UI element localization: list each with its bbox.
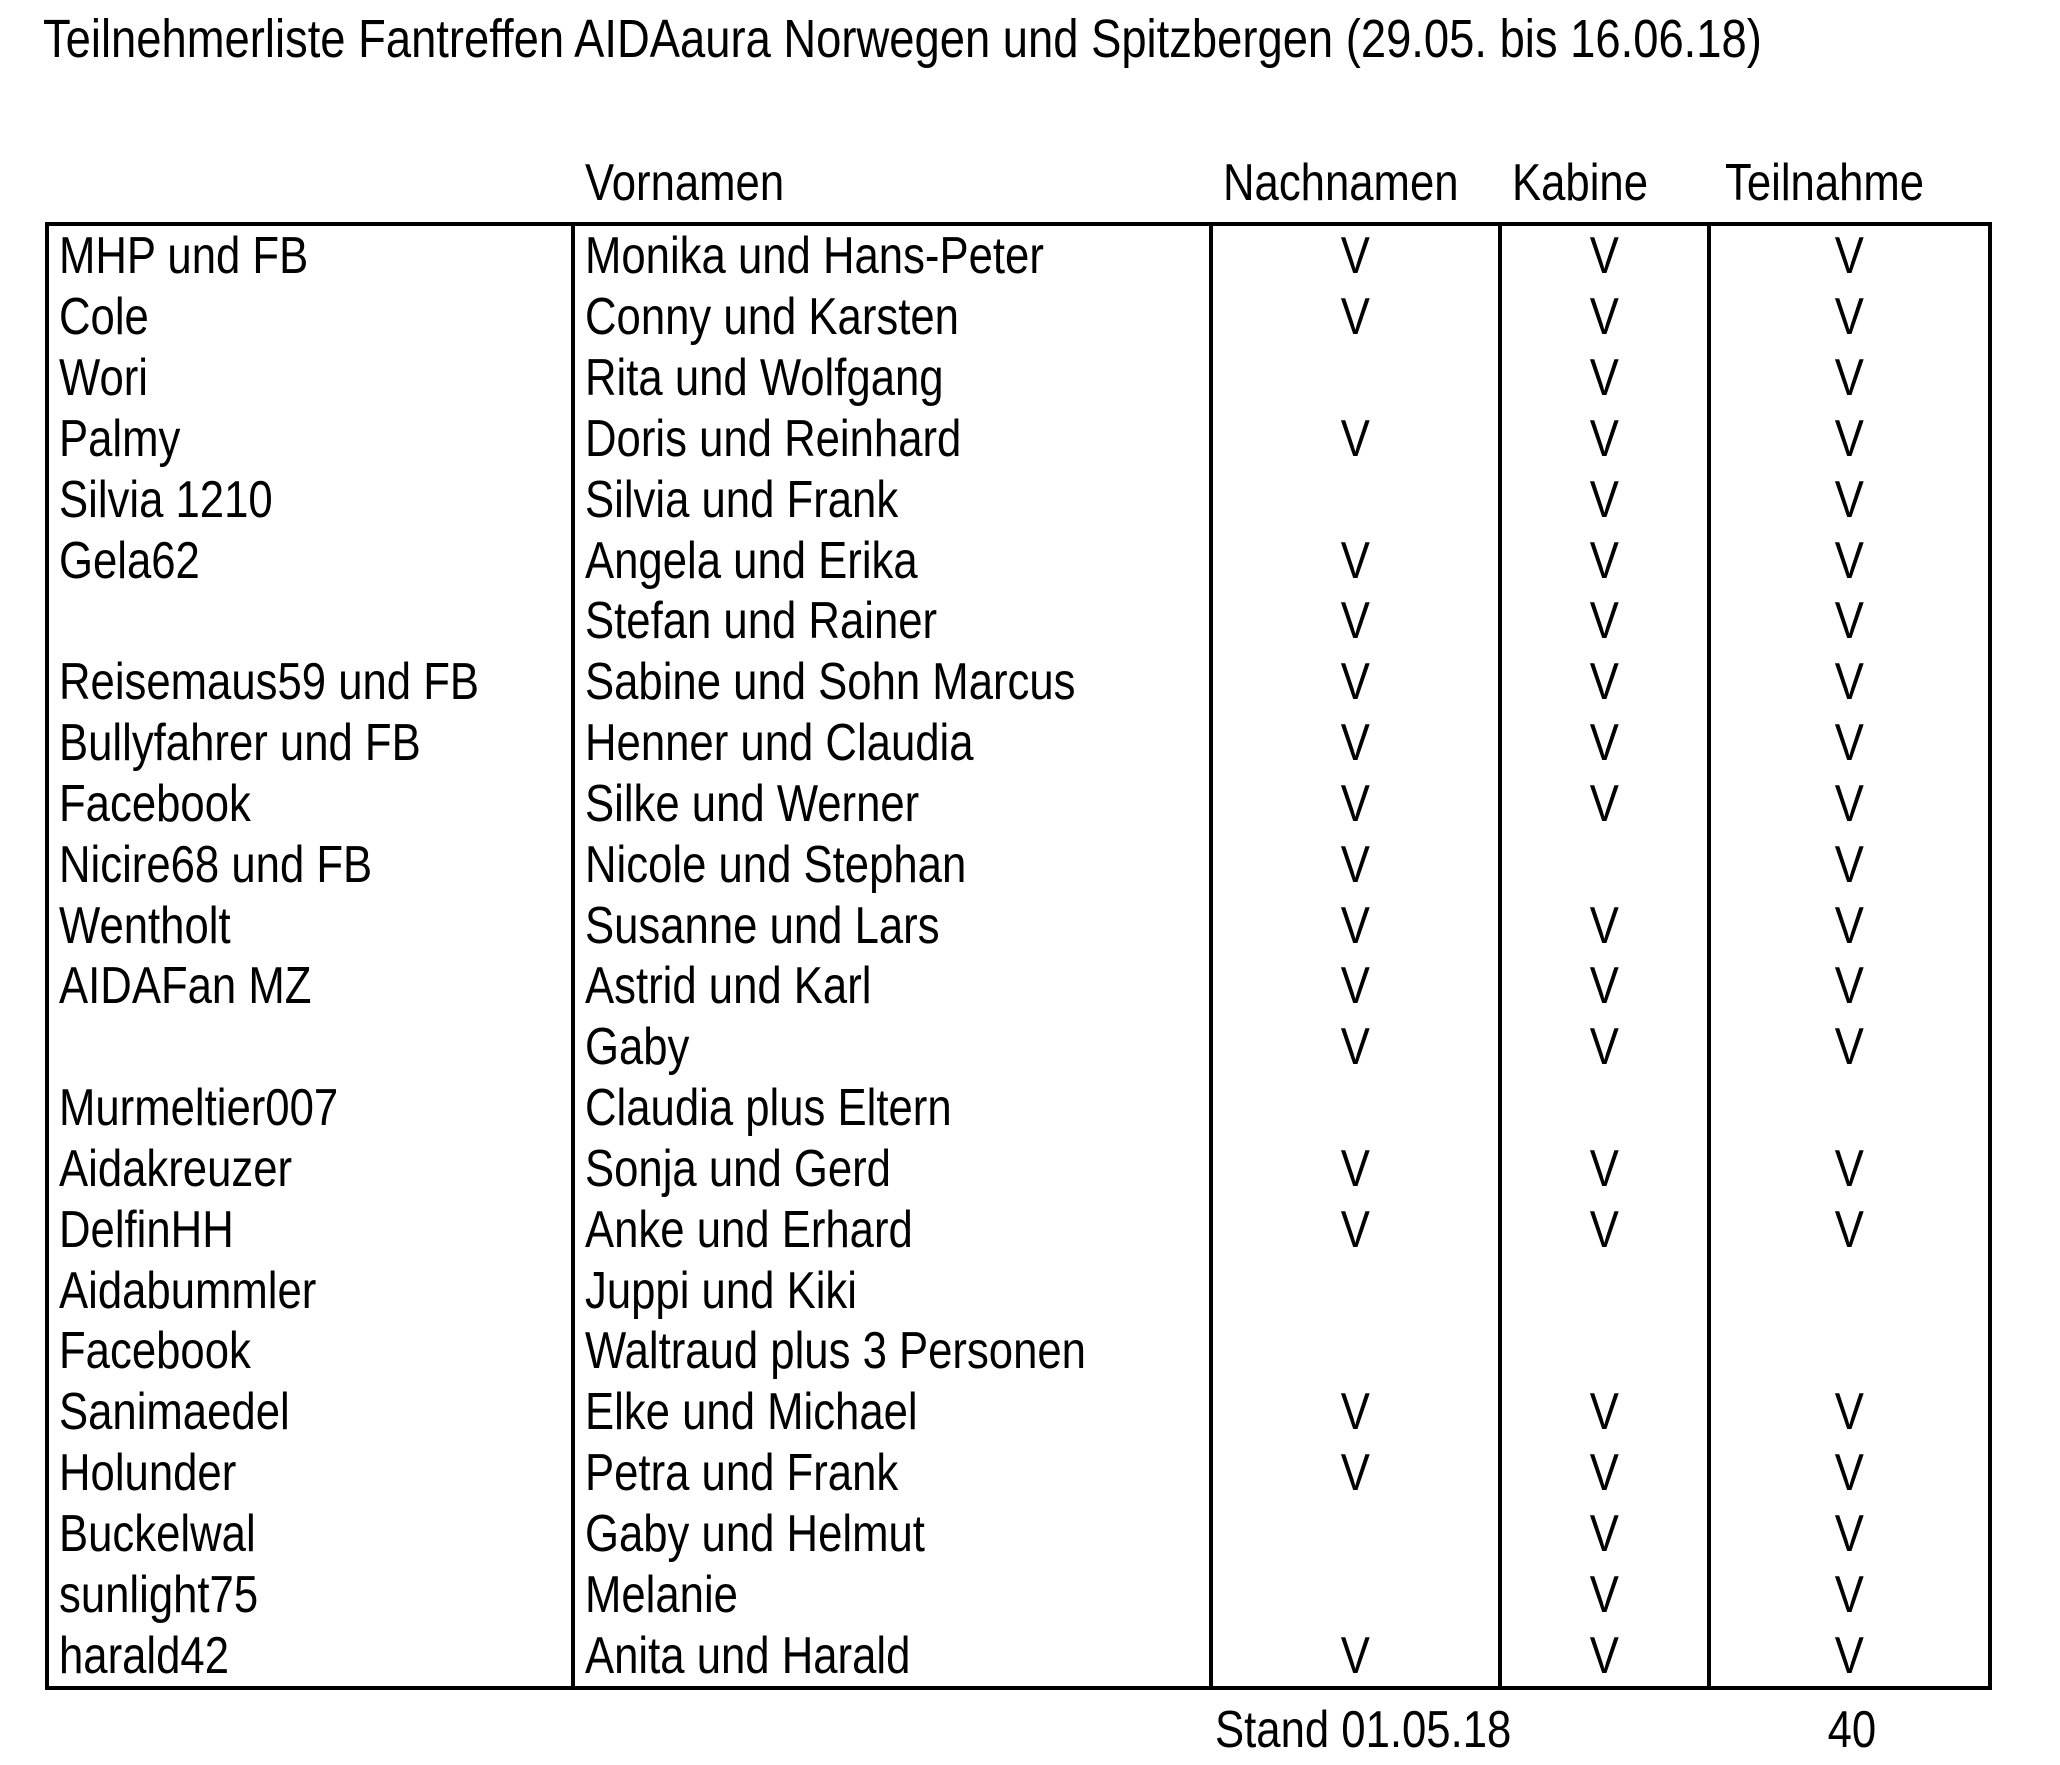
cell-check-kabine [1502,287,1711,348]
cell-check-kabine [1502,895,1711,956]
cell-check-teilnahme [1711,348,1988,409]
cell-username-text: harald42 [59,1626,230,1685]
cell-username [49,1382,575,1443]
cell-check-teilnahme [1711,1443,1988,1504]
cell-check-nachnamen [1213,1017,1502,1078]
cell-check-nachnamen [1213,652,1502,713]
cell-check-teilnahme-text: V [1834,1444,1865,1503]
cell-check-kabine [1502,469,1711,530]
column-header-kabine: Kabine [1512,154,1649,212]
cell-check-nachnamen [1213,1625,1502,1686]
cell-username [49,1503,575,1564]
cell-check-kabine-text: V [1589,227,1620,286]
cell-check-teilnahme-text: V [1834,653,1865,712]
cell-vornamen [575,1078,1213,1139]
table-row [49,1503,1988,1564]
cell-check-nachnamen [1213,713,1502,774]
cell-check-teilnahme [1711,408,1988,469]
cell-check-kabine [1502,834,1711,895]
cell-vornamen [575,348,1213,409]
table-row [49,1564,1988,1625]
cell-vornamen-text: Gaby [585,1018,690,1077]
cell-check-nachnamen-text: V [1340,1383,1371,1442]
cell-check-kabine [1502,1625,1711,1686]
cell-check-nachnamen [1213,530,1502,591]
cell-vornamen [575,1199,1213,1260]
cell-username [49,287,575,348]
table-row [49,1017,1988,1078]
cell-check-teilnahme [1711,773,1988,834]
cell-check-teilnahme [1711,713,1988,774]
table-row [49,530,1988,591]
cell-check-kabine [1502,348,1711,409]
cell-check-nachnamen-text: V [1340,409,1371,468]
cell-check-kabine [1502,408,1711,469]
cell-check-teilnahme [1711,591,1988,652]
cell-check-kabine-text: V [1589,1444,1620,1503]
cell-check-teilnahme-text: V [1834,1139,1865,1198]
cell-username [49,895,575,956]
cell-check-nachnamen [1213,773,1502,834]
cell-check-kabine [1502,1078,1711,1139]
cell-username [49,1260,575,1321]
cell-vornamen-text: Conny und Karsten [585,288,959,347]
cell-check-nachnamen-text: V [1340,1139,1371,1198]
cell-check-nachnamen-text: V [1340,592,1371,651]
cell-check-teilnahme [1711,895,1988,956]
page-title [43,8,2060,70]
cell-check-kabine [1502,652,1711,713]
cell-check-kabine-text: V [1589,1565,1620,1624]
cell-check-teilnahme [1711,1138,1988,1199]
cell-check-kabine-text: V [1589,957,1620,1016]
cell-vornamen [575,287,1213,348]
cell-check-teilnahme-text: V [1834,1565,1865,1624]
cell-username-text: Cole [59,288,149,347]
cell-vornamen [575,1017,1213,1078]
cell-username [49,773,575,834]
cell-vornamen [575,226,1213,287]
cell-vornamen [575,469,1213,530]
cell-check-teilnahme [1711,287,1988,348]
cell-check-nachnamen-text: V [1340,714,1371,773]
cell-check-teilnahme-text: V [1834,774,1865,833]
cell-check-kabine [1502,956,1711,1017]
cell-vornamen-text: Susanne und Lars [585,896,940,955]
cell-vornamen [575,1260,1213,1321]
cell-check-nachnamen-text: V [1340,957,1371,1016]
cell-vornamen [575,1503,1213,1564]
cell-check-nachnamen [1213,1503,1502,1564]
table-row [49,1625,1988,1686]
cell-username-text: Holunder [59,1444,237,1503]
cell-check-kabine [1502,1260,1711,1321]
cell-check-teilnahme-text: V [1834,409,1865,468]
cell-check-teilnahme [1711,834,1988,895]
table-row [49,773,1988,834]
cell-username [49,1321,575,1382]
cell-username-text: AIDAFan MZ [59,957,312,1016]
cell-vornamen-text: Astrid und Karl [585,957,872,1016]
cell-check-nachnamen [1213,1260,1502,1321]
cell-check-nachnamen-text: V [1340,1444,1371,1503]
cell-check-kabine-text: V [1589,1200,1620,1259]
cell-check-nachnamen-text: V [1340,288,1371,347]
table-row [49,652,1988,713]
column-header-teilnahme: Teilnahme [1725,154,1925,212]
cell-username-text: Bullyfahrer und FB [59,714,421,773]
cell-check-nachnamen [1213,408,1502,469]
table-row [49,348,1988,409]
cell-check-kabine [1502,1443,1711,1504]
cell-vornamen-text: Doris und Reinhard [585,409,962,468]
cell-check-teilnahme [1711,956,1988,1017]
cell-check-kabine [1502,773,1711,834]
cell-username [49,1564,575,1625]
cell-vornamen-text: Monika und Hans-Peter [585,227,1044,286]
cell-username [49,1078,575,1139]
table-row [49,1321,1988,1382]
cell-check-teilnahme-text: V [1834,896,1865,955]
cell-check-kabine [1502,1564,1711,1625]
cell-username [49,226,575,287]
cell-check-nachnamen [1213,1199,1502,1260]
cell-username [49,1017,575,1078]
cell-username [49,348,575,409]
cell-username-text: Reisemaus59 und FB [59,653,480,712]
cell-username-text: Facebook [59,1322,251,1381]
cell-check-kabine-text: V [1589,409,1620,468]
cell-check-kabine [1502,1138,1711,1199]
cell-vornamen [575,713,1213,774]
cell-username-text: Palmy [59,409,181,468]
participants-table [45,222,1992,1690]
cell-check-kabine-text: V [1589,1504,1620,1563]
cell-check-nachnamen [1213,591,1502,652]
cell-vornamen [575,1382,1213,1443]
cell-vornamen [575,834,1213,895]
table-row [49,469,1988,530]
cell-check-teilnahme [1711,1382,1988,1443]
cell-username [49,469,575,530]
column-header-nachnamen: Nachnamen [1223,154,1459,212]
cell-vornamen-text: Rita und Wolfgang [585,349,944,408]
cell-username-text: Sanimaedel [59,1383,290,1442]
cell-check-teilnahme-text: V [1834,1200,1865,1259]
cell-vornamen-text: Petra und Frank [585,1444,899,1503]
cell-vornamen-text: Angela und Erika [585,531,918,590]
cell-check-nachnamen [1213,956,1502,1017]
table-row [49,1078,1988,1139]
cell-username-text: MHP und FB [59,227,309,286]
cell-check-teilnahme [1711,226,1988,287]
cell-check-kabine [1502,1321,1711,1382]
cell-check-nachnamen-text: V [1340,1018,1371,1077]
table-row [49,713,1988,774]
cell-check-kabine-text: V [1589,714,1620,773]
table-row [49,895,1988,956]
cell-username [49,530,575,591]
cell-vornamen [575,652,1213,713]
cell-check-nachnamen-text: V [1340,227,1371,286]
cell-check-teilnahme [1711,1199,1988,1260]
cell-check-nachnamen-text: V [1340,774,1371,833]
column-header-vornamen: Vornamen [585,154,785,212]
cell-vornamen [575,895,1213,956]
cell-check-nachnamen-text: V [1340,1626,1371,1685]
cell-username-text: Facebook [59,774,251,833]
cell-username [49,591,575,652]
cell-check-teilnahme [1711,1260,1988,1321]
cell-check-teilnahme-text: V [1834,531,1865,590]
cell-check-nachnamen [1213,287,1502,348]
page-title-text: Teilnehmerliste Fantreffen AIDAaura Norwegen und Spitzbergen (29.05. bis 16.06.18) [43,9,1762,69]
cell-check-kabine-text: V [1589,531,1620,590]
cell-vornamen [575,530,1213,591]
cell-vornamen [575,591,1213,652]
cell-username [49,834,575,895]
cell-username-text: Murmeltier007 [59,1079,339,1138]
cell-username-text: Buckelwal [59,1504,256,1563]
cell-vornamen-text: Henner und Claudia [585,714,974,773]
cell-vornamen-text: Nicole und Stephan [585,835,967,894]
footer-stand-date: Stand 01.05.18 [1215,1701,1512,1759]
cell-username-text: Nicire68 und FB [59,835,373,894]
cell-check-nachnamen [1213,834,1502,895]
cell-check-teilnahme [1711,469,1988,530]
cell-check-kabine [1502,1199,1711,1260]
cell-check-teilnahme-text: V [1834,714,1865,773]
cell-check-kabine [1502,1017,1711,1078]
cell-vornamen [575,956,1213,1017]
cell-check-kabine-text: V [1589,653,1620,712]
cell-check-kabine-text: V [1589,288,1620,347]
cell-check-kabine-text: V [1589,592,1620,651]
cell-check-nachnamen-text: V [1340,653,1371,712]
table-row [49,1199,1988,1260]
table-row [49,1443,1988,1504]
cell-vornamen-text: Melanie [585,1565,738,1624]
cell-check-teilnahme-text: V [1834,592,1865,651]
footer-total-count: 40 [1827,1701,1876,1759]
cell-check-kabine-text: V [1589,470,1620,529]
cell-check-kabine [1502,1382,1711,1443]
cell-username-text: Aidabummler [59,1261,317,1320]
cell-username [49,1443,575,1504]
cell-check-teilnahme-text: V [1834,835,1865,894]
cell-username-text: DelfinHH [59,1200,234,1259]
cell-vornamen [575,408,1213,469]
cell-vornamen [575,1564,1213,1625]
cell-username [49,1625,575,1686]
cell-username-text: Gela62 [59,531,200,590]
cell-check-teilnahme [1711,652,1988,713]
cell-vornamen [575,1443,1213,1504]
cell-check-teilnahme-text: V [1834,349,1865,408]
cell-check-nachnamen [1213,1382,1502,1443]
cell-check-teilnahme-text: V [1834,227,1865,286]
cell-check-kabine [1502,713,1711,774]
cell-vornamen-text: Elke und Michael [585,1383,918,1442]
cell-check-nachnamen-text: V [1340,835,1371,894]
cell-check-nachnamen-text: V [1340,531,1371,590]
cell-vornamen-text: Sonja und Gerd [585,1139,891,1198]
cell-vornamen [575,1138,1213,1199]
cell-check-teilnahme-text: V [1834,1626,1865,1685]
cell-check-kabine-text: V [1589,1018,1620,1077]
cell-check-teilnahme [1711,530,1988,591]
cell-vornamen-text: Claudia plus Eltern [585,1079,952,1138]
cell-check-nachnamen [1213,895,1502,956]
cell-check-nachnamen [1213,469,1502,530]
cell-check-teilnahme-text: V [1834,288,1865,347]
cell-check-kabine-text: V [1589,1383,1620,1442]
cell-vornamen-text: Silke und Werner [585,774,920,833]
table-row [49,834,1988,895]
table-row [49,956,1988,1017]
table-row [49,226,1988,287]
cell-check-teilnahme-text: V [1834,957,1865,1016]
cell-vornamen-text: Sabine und Sohn Marcus [585,653,1076,712]
cell-username [49,956,575,1017]
cell-username [49,652,575,713]
cell-check-teilnahme [1711,1078,1988,1139]
cell-check-teilnahme-text: V [1834,1383,1865,1442]
cell-vornamen-text: Waltraud plus 3 Personen [585,1322,1086,1381]
cell-check-nachnamen [1213,1138,1502,1199]
cell-check-teilnahme [1711,1503,1988,1564]
cell-vornamen-text: Gaby und Helmut [585,1504,925,1563]
cell-vornamen-text: Juppi und Kiki [585,1261,857,1320]
table-row [49,1382,1988,1443]
cell-username-text: Aidakreuzer [59,1139,293,1198]
cell-check-kabine-text: V [1589,774,1620,833]
cell-check-nachnamen [1213,1564,1502,1625]
cell-check-kabine [1502,1503,1711,1564]
cell-check-teilnahme-text: V [1834,1504,1865,1563]
cell-vornamen [575,1625,1213,1686]
cell-check-kabine [1502,530,1711,591]
cell-vornamen-text: Stefan und Rainer [585,592,938,651]
cell-check-nachnamen-text: V [1340,896,1371,955]
cell-check-nachnamen [1213,1078,1502,1139]
cell-username-text: Wori [59,349,148,408]
cell-check-teilnahme [1711,1564,1988,1625]
cell-username [49,1199,575,1260]
cell-username [49,408,575,469]
cell-check-teilnahme [1711,1625,1988,1686]
table-row [49,408,1988,469]
cell-check-teilnahme [1711,1017,1988,1078]
cell-check-nachnamen [1213,348,1502,409]
cell-username [49,1138,575,1199]
cell-username-text: Silvia 1210 [59,470,273,529]
cell-check-nachnamen [1213,1443,1502,1504]
table-row [49,1138,1988,1199]
table-row [49,287,1988,348]
cell-check-kabine [1502,226,1711,287]
cell-check-kabine-text: V [1589,896,1620,955]
cell-check-nachnamen-text: V [1340,1200,1371,1259]
cell-check-kabine-text: V [1589,1626,1620,1685]
cell-check-kabine-text: V [1589,349,1620,408]
cell-check-teilnahme-text: V [1834,470,1865,529]
cell-check-nachnamen [1213,226,1502,287]
cell-username-text: Wentholt [59,896,231,955]
cell-check-kabine-text: V [1589,1139,1620,1198]
table-row [49,591,1988,652]
cell-check-kabine [1502,591,1711,652]
cell-vornamen-text: Anita und Harald [585,1626,911,1685]
cell-username-text: sunlight75 [59,1565,259,1624]
cell-username [49,713,575,774]
cell-check-nachnamen [1213,1321,1502,1382]
cell-check-teilnahme [1711,1321,1988,1382]
cell-check-teilnahme-text: V [1834,1018,1865,1077]
cell-vornamen [575,773,1213,834]
table-row [49,1260,1988,1321]
cell-vornamen-text: Anke und Erhard [585,1200,913,1259]
cell-vornamen-text: Silvia und Frank [585,470,899,529]
cell-vornamen [575,1321,1213,1382]
